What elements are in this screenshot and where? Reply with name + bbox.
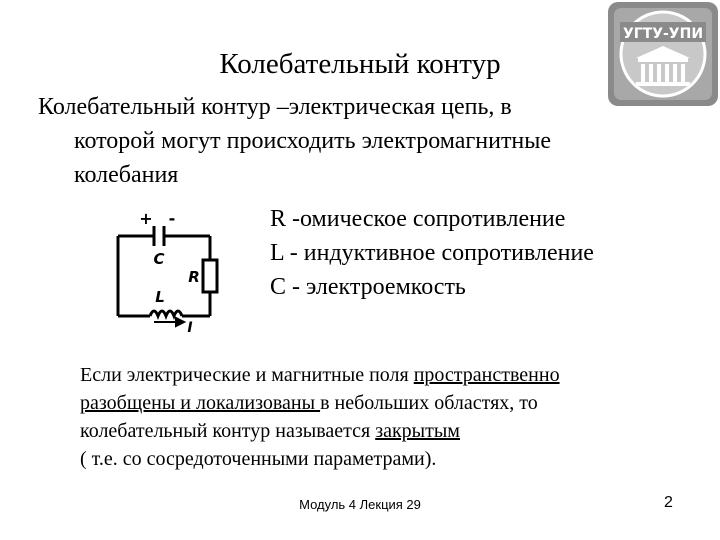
legend-l: L - индуктивное сопротивление bbox=[270, 240, 594, 266]
capacitor-plus-label: + bbox=[139, 209, 153, 228]
slide-title: Колебательный контур bbox=[219, 48, 501, 80]
footer-text: Модуль 4 Лекция 29 bbox=[299, 497, 421, 512]
paragraph-line-1: Если электрические и магнитные поля пространственно bbox=[80, 364, 560, 386]
lc-circuit-diagram bbox=[110, 208, 220, 336]
capacitor-c-label: C bbox=[153, 250, 165, 268]
page-number: 2 bbox=[664, 494, 673, 511]
paragraph-line-2: разобщены и локализованы в небольших областях, то bbox=[80, 392, 538, 414]
resistor-r-label: R bbox=[188, 268, 200, 286]
paragraph-line-4: ( т.е. со сосредоточенными параметрами). bbox=[80, 448, 437, 470]
capacitor-minus-label: - bbox=[168, 209, 176, 228]
logo-text: УГТУ-УПИ bbox=[622, 26, 704, 42]
legend-r: R -омическое сопротивление bbox=[270, 206, 566, 232]
legend-c: C - электроемкость bbox=[270, 274, 466, 300]
definition-line-2: которой могут происходить электромагнитные bbox=[74, 128, 552, 154]
definition-line-1: Колебательный контур –электрическая цепь, в bbox=[38, 94, 512, 120]
definition-line-3: колебания bbox=[74, 162, 179, 188]
current-i-label: I bbox=[187, 320, 193, 336]
inductor-l-label: L bbox=[155, 288, 165, 306]
paragraph-line-3: колебательный контур называется закрытым bbox=[80, 420, 460, 442]
